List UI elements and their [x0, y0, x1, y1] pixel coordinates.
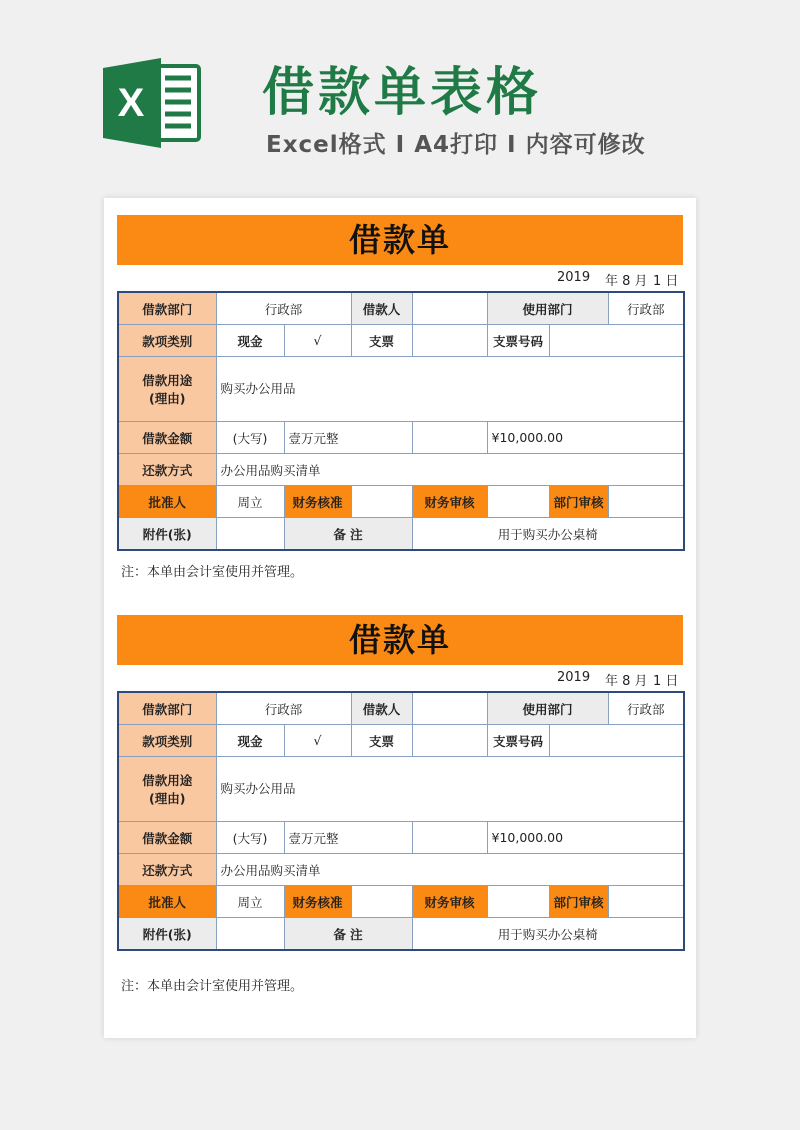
form-date [117, 665, 683, 691]
amount-label: 借款金额 [118, 422, 216, 454]
remark-label: 备 注 [284, 518, 412, 551]
borrower-label: 借款人 [351, 292, 412, 325]
amount-value[interactable]: ¥10,000.00 [487, 422, 684, 454]
dept-audit-value[interactable] [608, 886, 684, 918]
use-dept-label: 使用部门 [487, 292, 608, 325]
dept-audit-label: 部门审核 [549, 486, 608, 518]
dept-label: 借款部门 [118, 692, 216, 725]
purpose-value[interactable]: 购买办公用品 [216, 357, 684, 422]
purpose-label [118, 357, 216, 422]
date-year: 2019 [557, 670, 591, 685]
cheque-no-value[interactable] [549, 325, 684, 357]
dept-label: 借款部门 [118, 292, 216, 325]
use-dept-value[interactable]: 行政部 [608, 692, 684, 725]
finance-approve-value[interactable] [351, 886, 412, 918]
amount-caps-value[interactable]: 壹万元整 [284, 822, 412, 854]
page-subtitle: Excel格式 I A4打印 I 内容可修改 [266, 132, 646, 158]
purpose-label-line2: (理由) [149, 791, 186, 806]
form-banner: 借款单 [117, 215, 683, 265]
cheque-value[interactable] [412, 725, 487, 757]
cheque-no-label: 支票号码 [487, 725, 549, 757]
loan-form-1 [117, 215, 683, 580]
remark-label: 备 注 [284, 918, 412, 951]
purpose-label-line1: 借款用途 [142, 373, 193, 388]
date-month: 年 8 月 [605, 274, 648, 289]
dept-audit-value[interactable] [608, 486, 684, 518]
form-table [117, 691, 685, 951]
amount-caps-label: (大写) [216, 822, 284, 854]
cheque-label: 支票 [351, 725, 412, 757]
amount-label: 借款金额 [118, 822, 216, 854]
finance-audit-label: 财务审核 [412, 486, 487, 518]
attach-label: 附件(张) [118, 918, 216, 951]
cheque-value[interactable] [412, 325, 487, 357]
finance-approve-label: 财务核准 [284, 486, 351, 518]
dept-audit-label: 部门审核 [549, 886, 608, 918]
type-label: 款项类别 [118, 725, 216, 757]
date-day: 1 日 [653, 274, 679, 289]
finance-audit-value[interactable] [487, 486, 549, 518]
cheque-no-label: 支票号码 [487, 325, 549, 357]
dept-value[interactable]: 行政部 [216, 692, 351, 725]
date-year: 2019 [557, 270, 591, 285]
approver-label: 批准人 [118, 886, 216, 918]
amount-spacer [412, 822, 487, 854]
page-title: 借款单表格 [262, 63, 543, 123]
approver-value[interactable]: 周立 [216, 886, 284, 918]
cash-label: 现金 [216, 725, 284, 757]
finance-audit-value[interactable] [487, 886, 549, 918]
loan-form-2 [117, 615, 683, 994]
approver-label: 批准人 [118, 486, 216, 518]
cash-label: 现金 [216, 325, 284, 357]
purpose-label-line2: (理由) [149, 391, 186, 406]
attach-value[interactable] [216, 518, 284, 551]
use-dept-label: 使用部门 [487, 692, 608, 725]
excel-logo-icon [103, 58, 203, 148]
cash-check[interactable]: √ [284, 725, 351, 757]
purpose-label-line1: 借款用途 [142, 773, 193, 788]
attach-value[interactable] [216, 918, 284, 951]
borrower-value[interactable] [412, 292, 487, 325]
repay-label: 还款方式 [118, 454, 216, 486]
amount-caps-label: (大写) [216, 422, 284, 454]
amount-value[interactable]: ¥10,000.00 [487, 822, 684, 854]
cash-check[interactable]: √ [284, 325, 351, 357]
remark-value[interactable]: 用于购买办公桌椅 [412, 918, 684, 951]
purpose-label [118, 757, 216, 822]
form-date [117, 265, 683, 291]
dept-value[interactable]: 行政部 [216, 292, 351, 325]
cheque-no-value[interactable] [549, 725, 684, 757]
borrower-label: 借款人 [351, 692, 412, 725]
finance-audit-label: 财务审核 [412, 886, 487, 918]
repay-value[interactable]: 办公用品购买清单 [216, 854, 684, 886]
attach-label: 附件(张) [118, 518, 216, 551]
form-note: 注：本单由会计室使用并管理。 [121, 565, 304, 580]
amount-spacer [412, 422, 487, 454]
type-label: 款项类别 [118, 325, 216, 357]
use-dept-value[interactable]: 行政部 [608, 292, 684, 325]
finance-approve-label: 财务核准 [284, 886, 351, 918]
form-note: 注：本单由会计室使用并管理。 [121, 979, 304, 994]
approver-value[interactable]: 周立 [216, 486, 284, 518]
date-month: 年 8 月 [605, 674, 648, 689]
date-day: 1 日 [653, 674, 679, 689]
borrower-value[interactable] [412, 692, 487, 725]
finance-approve-value[interactable] [351, 486, 412, 518]
paper-sheet [104, 198, 696, 1038]
cheque-label: 支票 [351, 325, 412, 357]
repay-value[interactable]: 办公用品购买清单 [216, 454, 684, 486]
logo-letter: X [117, 81, 145, 125]
page-header [0, 0, 800, 190]
repay-label: 还款方式 [118, 854, 216, 886]
purpose-value[interactable]: 购买办公用品 [216, 757, 684, 822]
form-banner: 借款单 [117, 615, 683, 665]
amount-caps-value[interactable]: 壹万元整 [284, 422, 412, 454]
form-table [117, 291, 685, 551]
remark-value[interactable]: 用于购买办公桌椅 [412, 518, 684, 551]
